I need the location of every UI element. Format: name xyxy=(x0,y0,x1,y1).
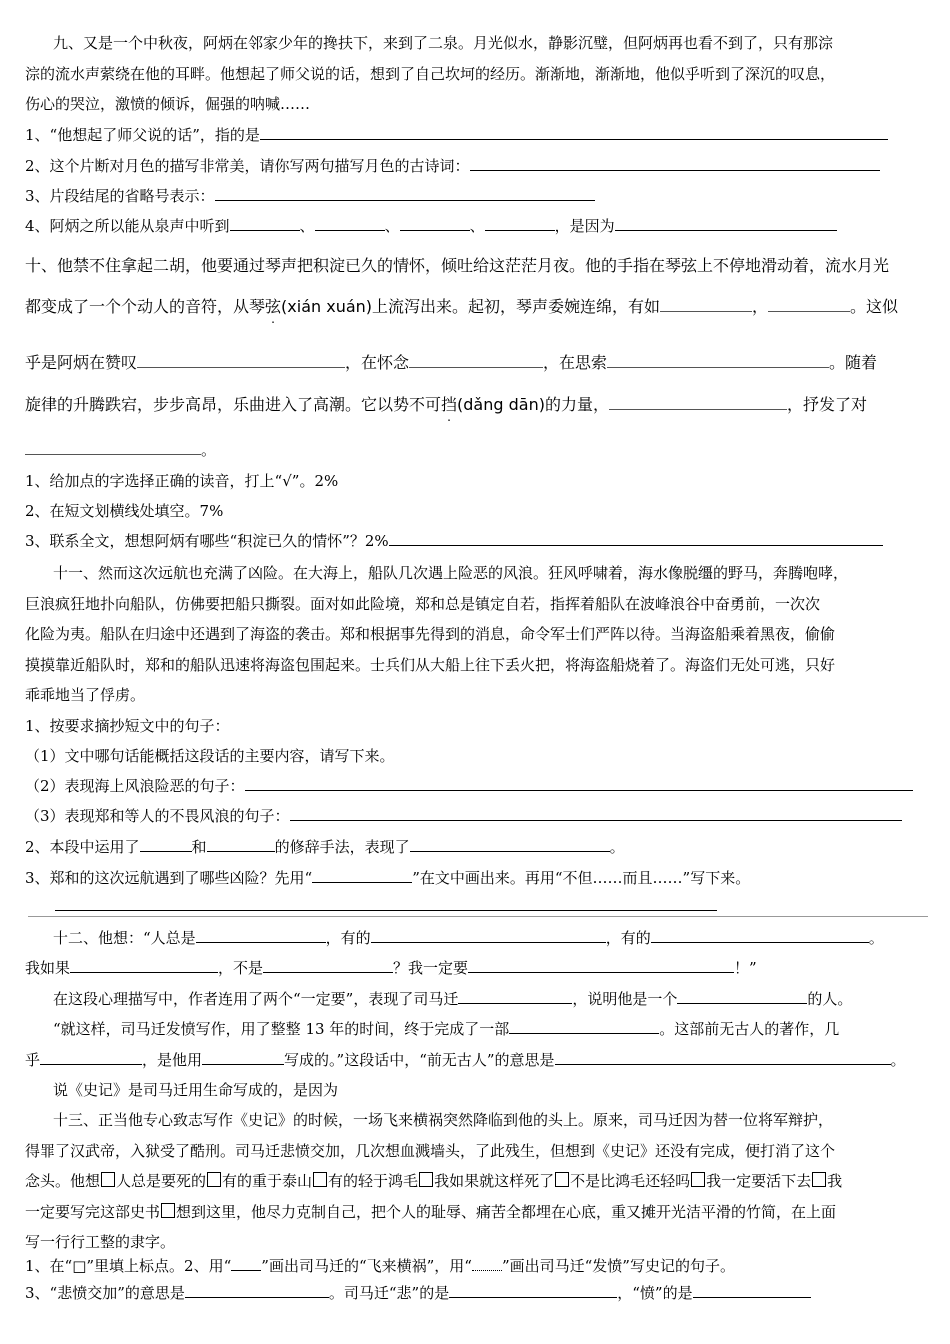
s9-question-1 xyxy=(25,125,888,145)
s10-line4-text-c: ，抒发了对 xyxy=(786,395,867,414)
s12-line1-text-b: ，有的 xyxy=(325,929,371,947)
s10-line5 xyxy=(25,440,216,460)
s12-line1-text: 十二、他想：“人总是 xyxy=(53,929,196,947)
s11-answer-line[interactable] xyxy=(55,910,717,911)
punct-box-3[interactable] xyxy=(313,1172,327,1187)
s10-line1: 十、他禁不住拿起二胡，他要通过琴声把积淀已久的情怀，倾吐给这茫茫月夜。他的手指在琴弦上不停地滑动着，流水月光 xyxy=(25,256,890,275)
s13-q3-blank-3[interactable] xyxy=(693,1283,811,1298)
s9-question-4 xyxy=(25,216,837,236)
s12-line4-text-b: 。这部前无古人的著作，几 xyxy=(659,1020,840,1038)
s13-para-line5: 写一行行工整的隶字。 xyxy=(25,1233,176,1251)
punct-box-2[interactable] xyxy=(207,1172,221,1187)
s10-line4-text: 旋律的升腾跌宕，步步高昂，乐曲进入了高潮。它以势不可 xyxy=(25,395,442,414)
punct-box-5[interactable] xyxy=(555,1172,569,1187)
s10-question-1: 1、给加点的字选择正确的读音，打上“√”。2% xyxy=(25,472,339,490)
s13-q1-text-b: ”画出司马迁的“飞来横祸”，用“ xyxy=(261,1257,472,1275)
s11-question-2 xyxy=(25,837,625,857)
s12-line5 xyxy=(25,1050,906,1070)
s12-line1-text-c: ，有的 xyxy=(605,929,651,947)
s12-line2-text-d: ！” xyxy=(734,959,757,977)
s12-line3-text-b: ，说明他是一个 xyxy=(572,990,678,1008)
section-divider xyxy=(28,916,928,917)
s12-blank-3[interactable] xyxy=(651,928,869,943)
s13-question-1-2 xyxy=(25,1256,735,1276)
s9-para-line3: 伤心的哭泣，激愤的倾诉，倔强的呐喊…… xyxy=(25,95,311,113)
s13-p3-text-f: 不是比鸿毛还轻吗 xyxy=(570,1172,691,1190)
s9-q4-blank-4[interactable] xyxy=(485,216,555,231)
s10-line4 xyxy=(25,395,867,415)
s12-blank-2[interactable] xyxy=(371,928,606,943)
separator: 、 xyxy=(384,217,400,235)
s12-line4 xyxy=(53,1019,839,1039)
s12-line3-text: 在这段心理描写中，作者连用了两个“一定要”，表现了司马迁 xyxy=(53,990,459,1008)
punct-box-6[interactable] xyxy=(691,1172,705,1187)
s10-q3-text: 3、联系全文，想想阿炳有哪些“积淀已久的情怀”？2% xyxy=(25,532,389,550)
s10-line2-text-b: (xián xuán)上流泻出来。起初，琴声委婉连绵，有如 xyxy=(281,297,661,316)
s9-para-line1: 九、又是一个中秋夜，阿炳在邻家少年的搀扶下，来到了二泉。月光似水，静影沉璧，但阿炳再也看不到了，只有那淙 xyxy=(53,34,834,52)
s9-q4-text-b: ，是因为 xyxy=(554,217,615,235)
s10-blank-miss[interactable] xyxy=(409,353,543,368)
s13-q3-text-b: 。司马迁“悲”的是 xyxy=(328,1284,450,1302)
s13-p3-text-e: 我如果就这样死了 xyxy=(434,1172,555,1190)
s9-para-line2: 淙的流水声萦绕在他的耳畔。他想起了师父说的话，想到了自己坎坷的经历。渐渐地，渐渐地，他似乎听到了深沉的叹息， xyxy=(25,65,836,83)
s9-q1-blank[interactable] xyxy=(260,125,888,140)
s9-q4-text: 4、阿炳之所以能从泉声中听到 xyxy=(25,217,230,235)
s12-line5-text-b: ，是他用 xyxy=(142,1051,203,1069)
s13-para-line1: 十三、正当他专心致志写作《史记》的时候，一场飞来横祸突然降临到他的头上。原来，司马迁因为替一位将军辩护， xyxy=(53,1111,834,1129)
s11-q1b-blank[interactable] xyxy=(245,776,913,791)
s10-q3-blank[interactable] xyxy=(389,531,883,546)
s11-q2-text-c: 的修辞手法，表现了 xyxy=(274,838,410,856)
s12-line2-text-c: ？我一定要 xyxy=(393,959,469,977)
s11-q1c-text: （3）表现郑和等人的不畏风浪的句子： xyxy=(25,807,290,825)
s12-line6: 说《史记》是司马迁用生命写成的，是因为 xyxy=(53,1081,339,1099)
s12-line4-text: “就这样，司马迁发愤写作，用了整整 13 年的时间，终于完成了一部 xyxy=(53,1020,510,1038)
s11-q1b-text: （2）表现海上风浪险恶的句子： xyxy=(25,777,245,795)
s11-q2-text: 2、本段中运用了 xyxy=(25,838,140,856)
s13-para-line3 xyxy=(25,1171,842,1191)
s12-blank-8[interactable] xyxy=(677,989,807,1004)
s12-line5-text: 乎 xyxy=(25,1051,41,1069)
s12-line3 xyxy=(53,989,852,1009)
separator: 、 xyxy=(469,217,485,235)
s11-question-1: 1、按要求摘抄短文中的句子： xyxy=(25,717,230,735)
punct-box-1[interactable] xyxy=(101,1172,115,1187)
s10-line2-text: 都变成了一个个动人的音符，从琴 xyxy=(25,297,266,316)
s13-q3-blank-2[interactable] xyxy=(449,1283,617,1298)
s13-para-line2: 得罪了汉武帝，入狱受了酷刑。司马迁悲愤交加，几次想血溅墙头，了此残生，但想到《史记》还没有完成，便打消了这个 xyxy=(25,1142,836,1160)
s11-question-1c xyxy=(25,806,902,826)
s11-q2-blank-2[interactable] xyxy=(207,837,275,852)
s10-blank-1[interactable] xyxy=(660,297,752,312)
s11-q2-blank-3[interactable] xyxy=(410,837,610,852)
dotted-char-dang: 挡 xyxy=(441,395,458,414)
s10-line2-text-c: 。这似 xyxy=(850,297,899,316)
s11-para-line3: 化险为夷。船队在归途中还遇到了海盗的袭击。郑和根据事先得到的消息，命令军士们严阵以待。当海盗船乘着黑夜，偷偷 xyxy=(25,625,836,643)
s11-q3-text: 3、郑和的这次远航遇到了哪些凶险？先用“ xyxy=(25,869,313,887)
s10-blank-think[interactable] xyxy=(607,353,829,368)
s11-para-line1: 十一、然而这次远航也充满了凶险。在大海上，船队几次遇上险恶的风浪。狂风呼啸着，海水像脱缰的野马，奔腾咆哮， xyxy=(53,564,849,582)
s12-blank-11[interactable] xyxy=(202,1050,284,1065)
s10-line2 xyxy=(25,297,898,317)
s13-q3-text-c: ，“愤”的是 xyxy=(617,1284,693,1302)
punct-box-7[interactable] xyxy=(812,1172,826,1187)
s12-line3-text-c: 的人。 xyxy=(807,990,853,1008)
s13-p3-text: 念头。他想 xyxy=(25,1172,101,1190)
s11-para-line2: 巨浪疯狂地扑向船队，仿佛要把船只撕裂。面对如此险境，郑和总是镇定自若，指挥着船队在波峰浪谷中奋勇前，一次次 xyxy=(25,595,821,613)
s11-question-3 xyxy=(25,868,750,888)
s10-line4-text-b: (dǎng dān)的力量， xyxy=(457,395,609,414)
s12-line2 xyxy=(25,958,757,978)
s12-blank-7[interactable] xyxy=(458,989,572,1004)
s13-q1-text-c: ”画出司马迁“发愤”写史记的句子。 xyxy=(501,1257,735,1275)
s10-question-2: 2、在短文划横线处填空。7% xyxy=(25,502,224,520)
s13-q3-text: 3、“悲愤交加”的意思是 xyxy=(25,1284,185,1302)
s11-q1c-blank[interactable] xyxy=(290,806,902,821)
s12-line5-text-c: 写成的。”这段话中，“前无古人”的意思是 xyxy=(284,1051,555,1069)
s9-q4-blank-1[interactable] xyxy=(230,216,300,231)
s9-q4-blank-reason[interactable] xyxy=(615,216,837,231)
s10-line3-text-c: ，在思索 xyxy=(543,353,608,372)
s13-p3-text-h: 我 xyxy=(827,1172,843,1190)
s13-p4-text: 一定要写完这部史书 xyxy=(25,1203,161,1221)
s10-blank-force[interactable] xyxy=(609,395,787,410)
s12-line1 xyxy=(53,928,884,948)
punct-box-8[interactable] xyxy=(161,1203,175,1218)
s12-blank-4[interactable] xyxy=(70,958,218,973)
s13-para-line4 xyxy=(25,1202,836,1222)
s9-q3-blank[interactable] xyxy=(215,186,595,201)
s13-p4-text-b: 想到这里，他尽力克制自己，把个人的耻辱、痛苦全都埋在心底，重又摊开光洁平滑的竹简，在上面 xyxy=(176,1203,837,1221)
s10-line3-text-b: ，在怀念 xyxy=(345,353,410,372)
s13-p3-text-c: 有的重于泰山 xyxy=(222,1172,313,1190)
s11-q2-text-b: 和 xyxy=(191,838,207,856)
s10-blank-2[interactable] xyxy=(768,297,850,312)
s12-blank-12[interactable] xyxy=(555,1050,891,1065)
period: 。 xyxy=(201,441,217,459)
s10-question-3 xyxy=(25,531,883,551)
straight-line-sample xyxy=(231,1256,261,1271)
s9-q4-blank-3[interactable] xyxy=(400,216,470,231)
s10-line3 xyxy=(25,353,877,373)
s9-q4-blank-2[interactable] xyxy=(315,216,385,231)
comma: ， xyxy=(752,297,769,316)
s13-q1-text: 1、在“□”里填上标点。2、用“ xyxy=(25,1257,232,1275)
s13-p3-text-g: 我一定要活下去 xyxy=(706,1172,812,1190)
period: 。 xyxy=(609,838,625,856)
s9-q2-text: 2、这个片断对月色的描写非常美，请你写两句描写月色的古诗词： xyxy=(25,157,470,175)
dotted-char-xian: 弦 xyxy=(265,297,282,316)
punct-box-4[interactable] xyxy=(419,1172,433,1187)
s11-para-line5: 乖乖地当了俘虏。 xyxy=(25,686,146,704)
s10-line3-text-d: 。随着 xyxy=(829,353,878,372)
s12-line2-text-b: ，不是 xyxy=(218,959,264,977)
s10-blank-praise[interactable] xyxy=(137,353,345,368)
s13-p3-text-d: 有的轻于鸿毛 xyxy=(328,1172,419,1190)
s11-q2-blank-1[interactable] xyxy=(140,837,192,852)
separator: 、 xyxy=(299,217,315,235)
s13-q3-blank-1[interactable] xyxy=(185,1283,329,1298)
s10-blank-toward[interactable] xyxy=(25,440,201,455)
wavy-line-sample xyxy=(472,1256,502,1271)
s12-line2-text: 我如果 xyxy=(25,959,71,977)
s9-q1-text: 1、“他想起了师父说的话”，指的是 xyxy=(25,126,260,144)
s11-para-line4: 摸摸靠近船队时，郑和的船队迅速将海盗包围起来。士兵们从大船上往下丢火把，将海盗船烧着了。海盗们无处可逃，只好 xyxy=(25,656,836,674)
s9-q3-text: 3、片段结尾的省略号表示： xyxy=(25,187,215,205)
s13-question-3 xyxy=(25,1283,811,1303)
period: 。 xyxy=(868,929,884,947)
period: 。 xyxy=(890,1051,906,1069)
s9-q2-blank[interactable] xyxy=(470,156,880,171)
s12-blank-5[interactable] xyxy=(263,958,393,973)
s9-question-2 xyxy=(25,156,880,176)
s10-line3-text: 乎是阿炳在赞叹 xyxy=(25,353,138,372)
s12-blank-9[interactable] xyxy=(509,1019,659,1034)
s12-blank-6[interactable] xyxy=(468,958,734,973)
s11-q3-text-b: ”在文中画出来。再用“不但……而且……”写下来。 xyxy=(412,869,751,887)
s13-p3-text-b: 人总是要死的 xyxy=(116,1172,207,1190)
s11-question-1b xyxy=(25,776,913,796)
s11-q3-underline-sample xyxy=(312,868,412,883)
s12-blank-1[interactable] xyxy=(196,928,326,943)
s9-question-3 xyxy=(25,186,595,206)
s12-blank-10[interactable] xyxy=(40,1050,142,1065)
s11-question-1a: （1）文中哪句话能概括这段话的主要内容，请写下来。 xyxy=(25,747,395,765)
